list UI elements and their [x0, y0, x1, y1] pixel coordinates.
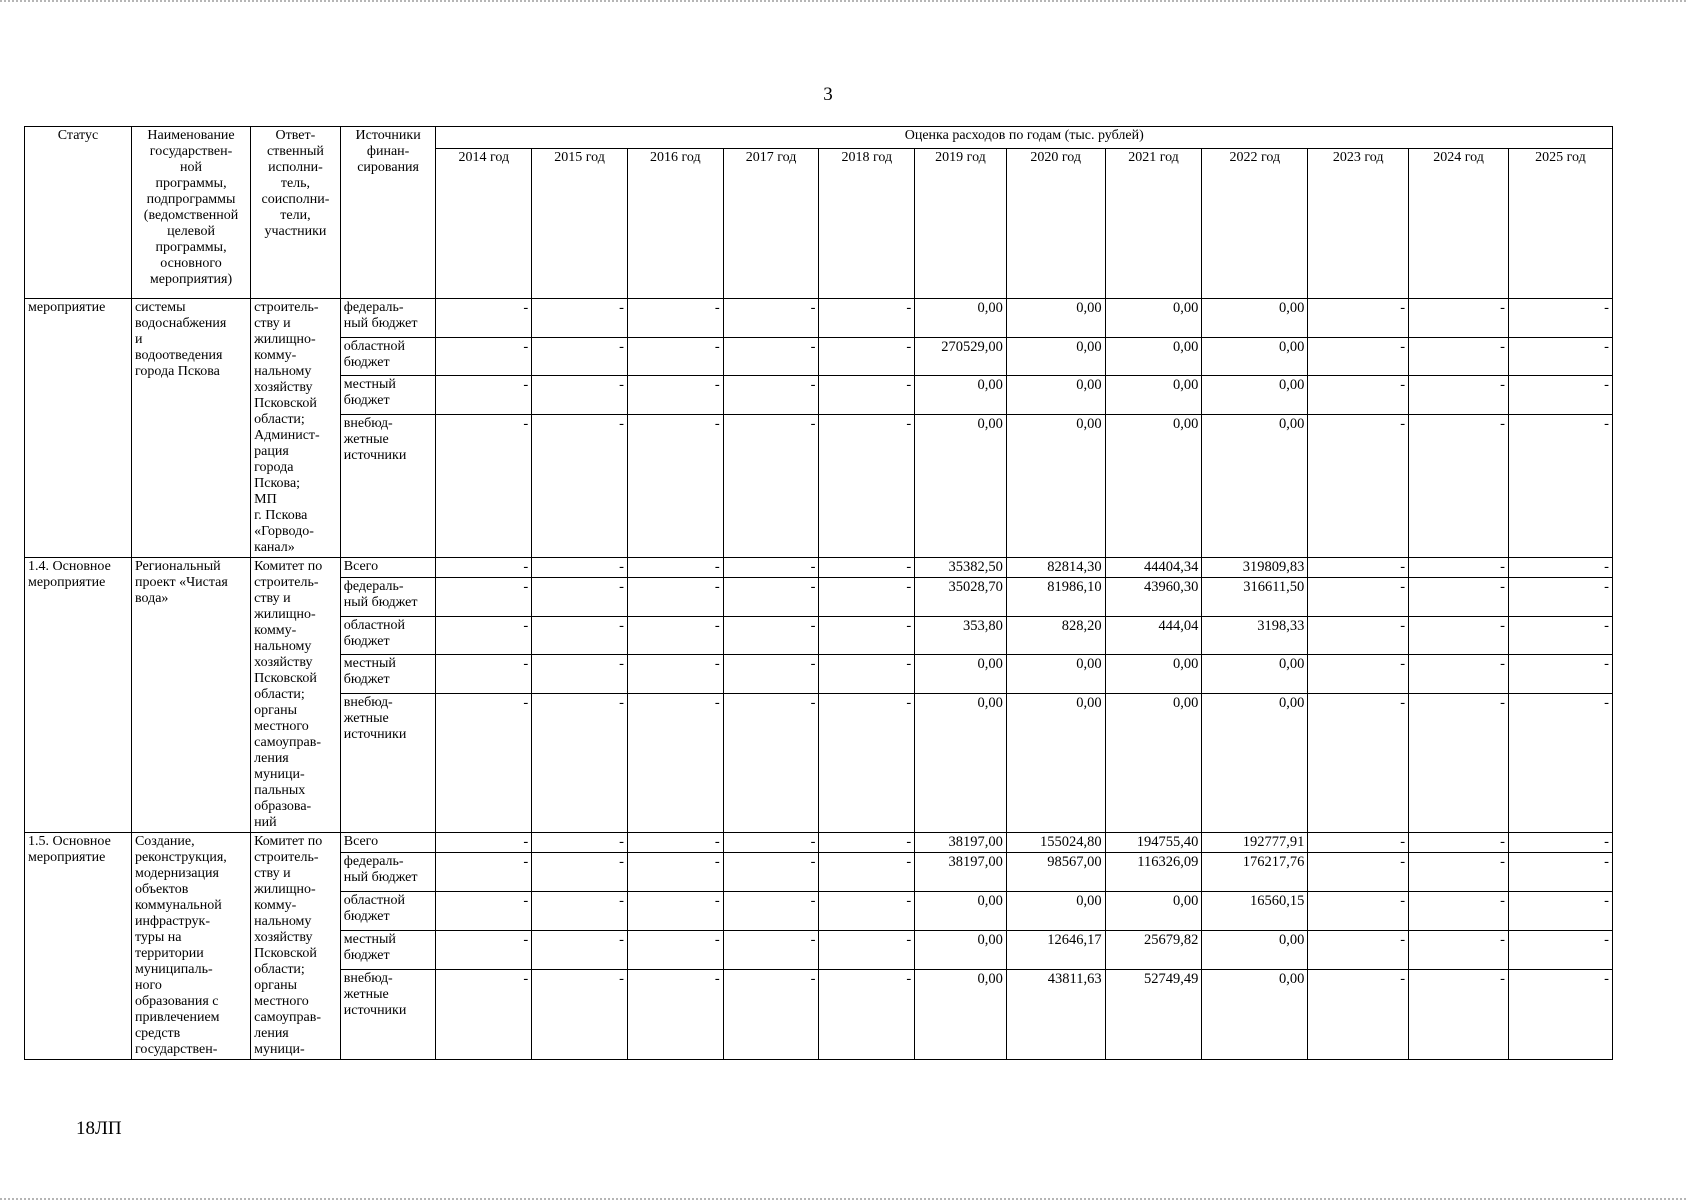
amount-cell: 82814,30 [1006, 558, 1105, 578]
amount-cell: - [1508, 853, 1612, 892]
amount-cell: 0,00 [915, 892, 1007, 931]
amount-cell: - [1308, 337, 1409, 376]
amount-cell: 0,00 [1105, 655, 1202, 694]
amount-cell: 0,00 [1202, 655, 1308, 694]
amount-cell: - [819, 853, 915, 892]
amount-cell: - [1508, 376, 1612, 415]
amount-cell: - [532, 892, 628, 931]
amount-cell: - [1409, 299, 1509, 338]
amount-cell: - [436, 414, 532, 557]
amount-cell: 98567,00 [1006, 853, 1105, 892]
amount-cell: 0,00 [1006, 655, 1105, 694]
amount-cell: - [723, 414, 819, 557]
amount-cell: 44404,34 [1105, 558, 1202, 578]
amount-cell: - [723, 931, 819, 970]
amount-cell: - [1409, 833, 1509, 853]
group-status: 1.4. Основное мероприятие [25, 558, 132, 833]
amount-cell: - [1409, 414, 1509, 557]
funding-source-cell: местный бюджет [340, 655, 436, 694]
amount-cell: - [532, 833, 628, 853]
amount-cell: 52749,49 [1105, 969, 1202, 1059]
amount-cell: 0,00 [1202, 693, 1308, 832]
amount-cell: - [819, 693, 915, 832]
amount-cell: - [723, 299, 819, 338]
table-row [25, 299, 1613, 338]
amount-cell: - [1409, 558, 1509, 578]
amount-cell: - [1508, 299, 1612, 338]
amount-cell: 25679,82 [1105, 931, 1202, 970]
amount-cell: - [627, 892, 723, 931]
budget-table-body [25, 299, 1613, 1060]
amount-cell: - [627, 616, 723, 655]
header-year: 2014 год [436, 149, 532, 299]
amount-cell: - [723, 853, 819, 892]
funding-source-cell: федераль- ный бюджет [340, 299, 436, 338]
header-funding-source: Источники финан- сирования [340, 127, 436, 299]
amount-cell: - [819, 892, 915, 931]
amount-cell: 0,00 [1105, 337, 1202, 376]
amount-cell: - [627, 969, 723, 1059]
amount-cell: 0,00 [1202, 337, 1308, 376]
amount-cell: - [1508, 337, 1612, 376]
amount-cell: - [1308, 578, 1409, 617]
amount-cell: 0,00 [915, 969, 1007, 1059]
amount-cell: 0,00 [915, 376, 1007, 415]
table-row [25, 558, 1613, 578]
amount-cell: - [1508, 833, 1612, 853]
amount-cell: - [532, 558, 628, 578]
header-program-name: Наименование государствен- ной программы, подпрограммы (ведомственной целевой программы, основного мероприятия) [131, 127, 250, 299]
amount-cell: - [532, 299, 628, 338]
scan-top-edge [0, 0, 1686, 5]
group-executor: Комитет по строитель- ству и жилищно- комму- нальному хозяйству Псковской области; органы местного самоуправ- ления муници- [251, 833, 341, 1060]
amount-cell: 81986,10 [1006, 578, 1105, 617]
header-year: 2025 год [1508, 149, 1612, 299]
amount-cell: 0,00 [1202, 414, 1308, 557]
header-executor: Ответ- ственный исполни- тель, соисполни- тели, участники [251, 127, 341, 299]
amount-cell: 353,80 [915, 616, 1007, 655]
amount-cell: 319809,83 [1202, 558, 1308, 578]
amount-cell: - [723, 833, 819, 853]
header-year: 2015 год [532, 149, 628, 299]
funding-source-cell: областной бюджет [340, 892, 436, 931]
amount-cell: 316611,50 [1202, 578, 1308, 617]
amount-cell: - [436, 578, 532, 617]
amount-cell: 43960,30 [1105, 578, 1202, 617]
amount-cell: - [1409, 337, 1509, 376]
amount-cell: 0,00 [1006, 414, 1105, 557]
scan-bottom-edge [0, 1195, 1686, 1200]
amount-cell: - [1308, 616, 1409, 655]
amount-cell: - [532, 337, 628, 376]
amount-cell: 0,00 [915, 931, 1007, 970]
funding-source-cell: областной бюджет [340, 337, 436, 376]
amount-cell: - [532, 969, 628, 1059]
amount-cell: - [1409, 693, 1509, 832]
amount-cell: - [1508, 931, 1612, 970]
amount-cell: 0,00 [1006, 376, 1105, 415]
amount-cell: - [723, 655, 819, 694]
amount-cell: - [627, 299, 723, 338]
amount-cell: - [1308, 693, 1409, 832]
amount-cell: - [1308, 833, 1409, 853]
funding-source-cell: областной бюджет [340, 616, 436, 655]
header-year: 2023 год [1308, 149, 1409, 299]
amount-cell: - [819, 578, 915, 617]
amount-cell: - [1308, 931, 1409, 970]
amount-cell: - [436, 299, 532, 338]
amount-cell: 0,00 [915, 299, 1007, 338]
header-year: 2018 год [819, 149, 915, 299]
amount-cell: - [1308, 558, 1409, 578]
amount-cell: - [1508, 892, 1612, 931]
group-status: мероприятие [25, 299, 132, 558]
amount-cell: 0,00 [1202, 969, 1308, 1059]
amount-cell: - [627, 853, 723, 892]
amount-cell: - [819, 616, 915, 655]
amount-cell: - [532, 376, 628, 415]
amount-cell: - [627, 414, 723, 557]
amount-cell: 43811,63 [1006, 969, 1105, 1059]
funding-source-cell: федераль- ный бюджет [340, 578, 436, 617]
group-program-name: системы водоснабжения и водоотведения города Пскова [131, 299, 250, 558]
header-year: 2022 год [1202, 149, 1308, 299]
amount-cell: - [1409, 616, 1509, 655]
header-year: 2019 год [915, 149, 1007, 299]
amount-cell: - [1308, 299, 1409, 338]
amount-cell: - [819, 558, 915, 578]
amount-cell: - [1308, 414, 1409, 557]
document-code: 18ЛП [76, 1118, 122, 1139]
header-year: 2016 год [627, 149, 723, 299]
amount-cell: - [819, 931, 915, 970]
amount-cell: - [1508, 969, 1612, 1059]
amount-cell: 0,00 [915, 655, 1007, 694]
amount-cell: 176217,76 [1202, 853, 1308, 892]
group-program-name: Создание, реконструкция, модернизация объектов коммунальной инфраструк- туры на территории муниципаль- ного образования с привлечением средств государствен- [131, 833, 250, 1060]
amount-cell: 16560,15 [1202, 892, 1308, 931]
funding-source-cell: внебюд- жетные источники [340, 414, 436, 557]
amount-cell: - [436, 853, 532, 892]
page-number: 3 [823, 84, 833, 105]
amount-cell: - [532, 655, 628, 694]
amount-cell: - [1409, 853, 1509, 892]
amount-cell: - [1308, 655, 1409, 694]
amount-cell: - [1308, 969, 1409, 1059]
amount-cell: 0,00 [1202, 931, 1308, 970]
budget-table-wrapper [24, 126, 1613, 1060]
amount-cell: - [1508, 655, 1612, 694]
amount-cell: - [532, 578, 628, 617]
amount-cell: - [723, 337, 819, 376]
amount-cell: - [436, 931, 532, 970]
amount-cell: - [627, 931, 723, 970]
amount-cell: - [436, 969, 532, 1059]
amount-cell: - [532, 853, 628, 892]
amount-cell: 155024,80 [1006, 833, 1105, 853]
amount-cell: 0,00 [1105, 414, 1202, 557]
amount-cell: 116326,09 [1105, 853, 1202, 892]
amount-cell: - [532, 931, 628, 970]
amount-cell: - [1409, 376, 1509, 415]
amount-cell: - [1409, 578, 1509, 617]
amount-cell: - [532, 616, 628, 655]
amount-cell: 0,00 [1202, 376, 1308, 415]
amount-cell: - [1508, 616, 1612, 655]
amount-cell: - [627, 376, 723, 415]
amount-cell: - [436, 655, 532, 694]
amount-cell: - [819, 655, 915, 694]
header-year: 2021 год [1105, 149, 1202, 299]
amount-cell: 0,00 [1006, 892, 1105, 931]
amount-cell: - [1308, 853, 1409, 892]
amount-cell: - [1508, 558, 1612, 578]
amount-cell: 828,20 [1006, 616, 1105, 655]
amount-cell: - [436, 616, 532, 655]
amount-cell: - [627, 655, 723, 694]
amount-cell: - [819, 299, 915, 338]
amount-cell: - [1508, 693, 1612, 832]
amount-cell: 12646,17 [1006, 931, 1105, 970]
amount-cell: - [1508, 414, 1612, 557]
amount-cell: - [723, 616, 819, 655]
amount-cell: 0,00 [1006, 693, 1105, 832]
funding-source-cell: федераль- ный бюджет [340, 853, 436, 892]
funding-source-cell: Всего [340, 558, 436, 578]
amount-cell: 0,00 [1006, 337, 1105, 376]
group-executor: Комитет по строитель- ству и жилищно- комму- нальному хозяйству Псковской области; органы местного самоуправ- ления муници- пальных образова- ний [251, 558, 341, 833]
group-executor: строитель- ству и жилищно- комму- нальному хозяйству Псковской области; Админист- рация города Пскова; МП г. Пскова «Горводо- канал» [251, 299, 341, 558]
amount-cell: - [627, 558, 723, 578]
amount-cell: - [819, 337, 915, 376]
amount-cell: 35382,50 [915, 558, 1007, 578]
amount-cell: 192777,91 [1202, 833, 1308, 853]
amount-cell: - [627, 578, 723, 617]
amount-cell: - [723, 558, 819, 578]
amount-cell: 0,00 [915, 414, 1007, 557]
amount-cell: - [436, 833, 532, 853]
amount-cell: - [1409, 931, 1509, 970]
amount-cell: 0,00 [1105, 892, 1202, 931]
amount-cell: - [436, 558, 532, 578]
group-program-name: Региональный проект «Чистая вода» [131, 558, 250, 833]
header-year: 2017 год [723, 149, 819, 299]
amount-cell: - [1409, 969, 1509, 1059]
amount-cell: 270529,00 [915, 337, 1007, 376]
amount-cell: - [436, 376, 532, 415]
amount-cell: 0,00 [1202, 299, 1308, 338]
amount-cell: - [1409, 655, 1509, 694]
amount-cell: - [532, 414, 628, 557]
group-status: 1.5. Основное мероприятие [25, 833, 132, 1060]
table-row [25, 833, 1613, 853]
amount-cell: - [723, 892, 819, 931]
amount-cell: - [1409, 892, 1509, 931]
amount-cell: 35028,70 [915, 578, 1007, 617]
amount-cell: 0,00 [1006, 299, 1105, 338]
funding-source-cell: местный бюджет [340, 376, 436, 415]
amount-cell: - [627, 693, 723, 832]
amount-cell: - [436, 693, 532, 832]
amount-cell: - [1308, 376, 1409, 415]
amount-cell: 0,00 [1105, 299, 1202, 338]
budget-table [24, 126, 1613, 1060]
header-expense-estimate: Оценка расходов по годам (тыс. рублей) [436, 127, 1613, 149]
amount-cell: - [723, 578, 819, 617]
amount-cell: - [723, 376, 819, 415]
amount-cell: 194755,40 [1105, 833, 1202, 853]
funding-source-cell: внебюд- жетные источники [340, 969, 436, 1059]
header-year: 2020 год [1006, 149, 1105, 299]
amount-cell: 3198,33 [1202, 616, 1308, 655]
funding-source-cell: Всего [340, 833, 436, 853]
amount-cell: - [532, 693, 628, 832]
amount-cell: 444,04 [1105, 616, 1202, 655]
amount-cell: - [436, 892, 532, 931]
amount-cell: - [819, 969, 915, 1059]
amount-cell: - [723, 969, 819, 1059]
amount-cell: - [723, 693, 819, 832]
funding-source-cell: местный бюджет [340, 931, 436, 970]
funding-source-cell: внебюд- жетные источники [340, 693, 436, 832]
header-status: Статус [25, 127, 132, 299]
amount-cell: 0,00 [915, 693, 1007, 832]
header-year: 2024 год [1409, 149, 1509, 299]
amount-cell: - [819, 833, 915, 853]
amount-cell: - [627, 337, 723, 376]
amount-cell: - [819, 376, 915, 415]
amount-cell: - [1308, 892, 1409, 931]
amount-cell: 0,00 [1105, 693, 1202, 832]
amount-cell: - [627, 833, 723, 853]
amount-cell: - [819, 414, 915, 557]
amount-cell: 0,00 [1105, 376, 1202, 415]
amount-cell: - [436, 337, 532, 376]
amount-cell: 38197,00 [915, 853, 1007, 892]
amount-cell: - [1508, 578, 1612, 617]
amount-cell: 38197,00 [915, 833, 1007, 853]
